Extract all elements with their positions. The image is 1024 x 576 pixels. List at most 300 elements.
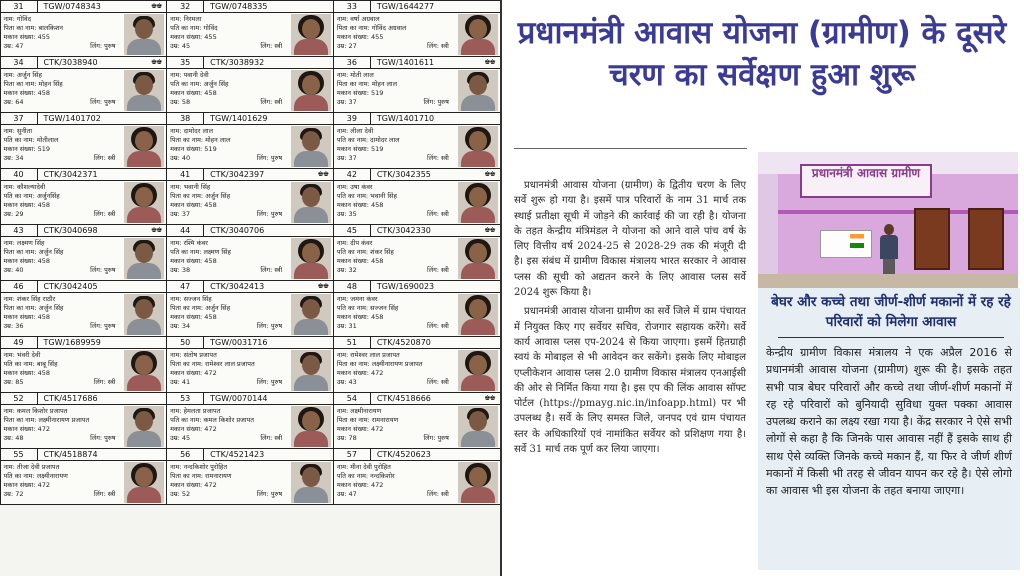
voter-card-header <box>1 57 167 69</box>
gender: लिंग: पुरुष <box>423 97 449 106</box>
house-number: मकान संख्या: 458 <box>170 312 217 321</box>
voter-photo <box>458 182 498 223</box>
voter-name: नाम: नन्दकिशोर पुरोहित <box>170 462 228 471</box>
voter-card <box>0 224 167 281</box>
serial-number: 39 <box>334 113 371 124</box>
voter-card-header <box>334 113 500 125</box>
mark-icon <box>313 225 333 236</box>
epic-id: TGW/1644277 <box>376 1 435 11</box>
voter-card <box>333 392 501 449</box>
voter-card <box>333 336 501 393</box>
house-number: मकान संख्या: 472 <box>170 368 217 377</box>
voter-card-header <box>1 169 167 181</box>
gender: लिंग: स्त्री <box>260 265 283 274</box>
serial-number: 43 <box>1 225 38 236</box>
gender: लिंग: पुरुष <box>256 321 283 330</box>
voter-card-header <box>334 281 500 293</box>
voter-card-header <box>1 281 167 293</box>
voter-card <box>166 168 334 225</box>
article-paragraph: प्रधानमंत्री आवास योजना (ग्रामीण) के द्वितीय चरण के लिए सर्वे शुरू हो गया है। इसमें पात्र परिवारों के नाम 31 मार्च तक स्थाई प्रतीक्षा सूची में जोड़ने की कार्रवाई की जा रही है। योजना के तहत केन्द्रीय मंत्रिमंडल ने योजना को आने वाले पांच वर्ष के लिए वित्तीय वर्ष 2024-25 से 2028-29 तक की मंजूरी दी है। इस संबंध में ग्रामीण विकास मंत्रालय भारत सरकार ने आवास प्लस की सूची को अद्यतन करने के लिए आवास प्लस सर्वे 2024 शुरू किया है। <box>514 180 746 299</box>
voter-card-header <box>167 169 333 181</box>
epic-id: TGW/1690023 <box>376 281 435 291</box>
house-number: मकान संख्या: 472 <box>3 480 51 489</box>
age-gender <box>334 210 449 219</box>
mark-icon <box>146 281 166 292</box>
house-number: मकान संख्या: 472 <box>336 424 384 433</box>
voter-photo <box>458 406 498 447</box>
house-number: मकान संख्या: 458 <box>170 200 217 209</box>
gender: लिंग: स्त्री <box>93 377 116 386</box>
relation-name: पिता का नाम: गोविंद अग्रवाल <box>336 23 407 32</box>
house-number: मकान संख्या: 458 <box>3 200 51 209</box>
mark-icon <box>313 337 333 348</box>
epic-id: CTK/4521423 <box>210 449 265 459</box>
serial-number: 40 <box>1 169 38 180</box>
voter-card-header <box>334 337 500 349</box>
epic-id: TGW/1401710 <box>376 113 435 123</box>
house-number: मकान संख्या: 458 <box>170 88 217 97</box>
voter-name: नाम: हेमलता प्रजापत <box>170 406 221 415</box>
voter-name: नाम: तीजा देवी प्रजापत <box>3 462 60 471</box>
voter-card-header <box>1 393 167 405</box>
voter-photo <box>291 238 331 279</box>
relation-name: पति का नाम: सज्जन सिंह <box>336 303 399 312</box>
serial-number: 35 <box>167 57 204 68</box>
age: उम्र: 64 <box>3 97 24 106</box>
mark-icon: ♚♚ <box>484 225 495 234</box>
age-gender <box>334 42 449 51</box>
age-gender <box>1 210 116 219</box>
serial-number: 48 <box>334 281 371 292</box>
voter-card <box>166 112 334 169</box>
relation-name: पिता का नाम: रामनारायण <box>170 471 232 480</box>
age-gender <box>334 322 449 331</box>
age: उम्र: 47 <box>336 489 357 498</box>
divider <box>514 148 747 149</box>
gender: लिंग: पुरुष <box>256 489 283 498</box>
mark-icon: ♚♚ <box>484 57 495 66</box>
voter-photo <box>124 126 164 167</box>
gender: लिंग: पुरुष <box>423 433 449 442</box>
voter-card <box>333 0 501 57</box>
gender: लिंग: स्त्री <box>93 153 116 162</box>
relation-name: पति का नाम: भवानी सिंह <box>336 191 397 200</box>
age: उम्र: 29 <box>3 209 24 218</box>
voter-card-header <box>167 449 333 461</box>
house-number: मकान संख्या: 519 <box>336 144 384 153</box>
age-gender <box>167 266 282 275</box>
gender: लिंग: पुरुष <box>256 209 283 218</box>
voter-card-header <box>1 225 167 237</box>
door <box>968 208 1004 270</box>
age-gender <box>334 98 449 107</box>
voter-name: नाम: मोती लाल <box>336 70 374 79</box>
relation-name: पति का नाम: कमल किशोर प्रजापत <box>170 415 254 424</box>
voter-card-header <box>334 225 500 237</box>
person-figure <box>880 224 898 280</box>
voter-name: नाम: लक्ष्मण सिंह <box>3 238 45 247</box>
gender: लिंग: पुरुष <box>90 97 116 106</box>
mark-icon <box>480 337 500 348</box>
age-gender <box>334 378 449 387</box>
voter-name: नाम: जमना कंवर <box>336 294 378 303</box>
age-gender <box>1 434 116 443</box>
age-gender <box>334 490 449 499</box>
voter-name: नाम: वर्षा अग्रवाल <box>336 14 380 23</box>
epic-id: CTK/3042371 <box>43 169 98 179</box>
mark-icon <box>313 1 333 12</box>
age-gender <box>167 210 282 219</box>
gender: लिंग: स्त्री <box>93 489 116 498</box>
voter-card <box>0 56 167 113</box>
serial-number: 49 <box>1 337 38 348</box>
voter-photo <box>124 238 164 279</box>
gender: लिंग: स्त्री <box>427 489 449 498</box>
voter-name: नाम: कौशल्यादेवी <box>3 182 46 191</box>
age-gender <box>334 154 449 163</box>
serial-number: 42 <box>334 169 371 180</box>
epic-id: CTK/3042413 <box>210 281 265 291</box>
voter-name: नाम: रामेश्वर लाल प्रजापत <box>336 350 400 359</box>
epic-id: CTK/3042355 <box>376 169 431 179</box>
age: उम्र: 31 <box>336 321 357 330</box>
age: उम्र: 37 <box>336 153 357 162</box>
relation-name: पति का नाम: अर्जुन सिंह <box>170 79 229 88</box>
voter-name: नाम: पवानी देवी <box>170 70 209 79</box>
age: उम्र: 32 <box>336 265 357 274</box>
voter-name: नाम: शंकर सिंह राठौर <box>3 294 56 303</box>
mark-icon: ♚♚ <box>484 169 495 178</box>
gender: लिंग: स्त्री <box>427 209 449 218</box>
relation-name: पिता का नाम: अर्जुन सिंह <box>170 303 231 312</box>
epic-id: TGW/1401702 <box>43 113 101 123</box>
voter-name: नाम: संतोष प्रजापत <box>170 350 217 359</box>
house-number: मकान संख्या: 458 <box>336 256 384 265</box>
age-gender <box>1 42 116 51</box>
voter-card <box>0 0 167 57</box>
voter-card <box>0 336 167 393</box>
gender: लिंग: पुरुष <box>90 433 116 442</box>
voter-photo <box>124 406 164 447</box>
voter-photo <box>291 406 331 447</box>
relation-name: पिता का नाम: अर्जुन सिंह <box>3 303 64 312</box>
relation-name: पिता का नाम: रामनारायण <box>336 415 399 424</box>
serial-number: 44 <box>167 225 204 236</box>
voter-card <box>0 392 167 449</box>
age-gender <box>1 154 116 163</box>
age-gender <box>167 154 282 163</box>
voter-card <box>0 448 167 505</box>
mark-icon: ♚♚ <box>150 57 162 66</box>
house-number: मकान संख्या: 458 <box>336 200 384 209</box>
house-number: मकान संख्या: 458 <box>3 256 51 265</box>
age-gender <box>334 266 449 275</box>
voter-name: नाम: दामोदर लाल <box>170 126 213 135</box>
relation-name: पति का नाम: अर्जुनसिंह <box>3 191 60 200</box>
serial-number: 33 <box>334 1 371 12</box>
relation-name: पिता का नाम: अर्जुन सिंह <box>3 247 64 256</box>
house-number: मकान संख्या: 519 <box>3 144 51 153</box>
age: उम्र: 48 <box>3 433 24 442</box>
mark-icon: ♚♚ <box>150 225 162 234</box>
epic-id: CTK/4517686 <box>43 393 98 403</box>
voter-photo <box>124 350 164 391</box>
mark-icon <box>313 393 333 404</box>
epic-id: TGW/0748335 <box>210 1 268 11</box>
age: उम्र: 85 <box>3 377 24 386</box>
epic-id: TGW/1401629 <box>210 113 268 123</box>
serial-number: 31 <box>1 1 38 12</box>
mark-icon <box>146 337 166 348</box>
age: उम्र: 34 <box>170 321 191 330</box>
voter-name: नाम: भंवरी देवी <box>3 350 41 359</box>
serial-number: 50 <box>167 337 204 348</box>
voter-card <box>166 0 334 57</box>
epic-id: CTK/4518874 <box>43 449 98 459</box>
age: उम्र: 37 <box>170 209 191 218</box>
age: उम्र: 58 <box>170 97 191 106</box>
voter-name: नाम: निरमला <box>170 14 202 23</box>
age: उम्र: 45 <box>170 433 191 442</box>
voter-card-header <box>1 1 167 13</box>
gender: लिंग: पुरुष <box>90 265 116 274</box>
epic-id: CTK/4518666 <box>376 393 431 403</box>
info-paragraph: केन्द्रीय ग्रामीण विकास मंत्रालय ने एक अप्रैल 2016 से प्रधानमंत्री आवास योजना (ग्रामीण) शुरू की है। इसके तहत सभी पात्र बेघर परिवारों और कच्चे तथा जीर्ण-शीर्ण मकानों में रह रहे परिवारों को बुनियादी सुविधा युक्त पक्का आवास उपलब्ध कराने का लक्ष्य रखा गया है। केंद्र सरकार ने ऐसे सभी लोगों से कहा है कि जिनके पास आवास नहीं हैं इसके साथ ही साथ ऐसे व्यक्ति जिनके कच्चे मकान हैं, या फिर वे जीर्ण शीर्ण मकानों में किसी भी तरह से जीवन यापन कर रहे है। ऐसे लोगो का आवास भी इस योजना के तहत बनाया जाएगा। <box>766 346 1012 498</box>
age-gender <box>1 490 116 499</box>
mark-icon <box>146 393 166 404</box>
epic-id: CTK/3042405 <box>43 281 98 291</box>
age-gender <box>1 378 116 387</box>
person-body <box>880 235 898 259</box>
serial-number: 57 <box>334 449 371 460</box>
voter-card <box>0 280 167 337</box>
age: उम्र: 40 <box>170 153 191 162</box>
voter-name: नाम: मीना देवी पुरोहित <box>336 462 391 471</box>
mark-icon <box>313 57 333 68</box>
article-body <box>514 178 746 461</box>
gender: लिंग: स्त्री <box>260 433 283 442</box>
serial-number: 55 <box>1 449 38 460</box>
serial-number: 53 <box>167 393 204 404</box>
mark-icon <box>313 113 333 124</box>
gender: लिंग: स्त्री <box>93 209 116 218</box>
headline: प्रधानमंत्री आवास योजना (ग्रामीण) के दूसरे चरण का सर्वेक्षण हुआ शुरू <box>517 15 1007 93</box>
plaque <box>820 230 872 258</box>
serial-number: 51 <box>334 337 371 348</box>
serial-number: 41 <box>167 169 204 180</box>
age: उम्र: 40 <box>3 265 24 274</box>
voter-card-header <box>334 57 500 69</box>
article-paragraph: प्रधानमंत्री आवास योजना ग्रामीण का सर्वे जिले में ग्राम पंचायत में नियुक्त किए गए सर्वेयर सचिव, रोजगार सहायक करेंगे। सर्वे कार्य आवास प्लस एप-2024 से किया जाएगा। इसमें हितग्राही स्वयं के मोबाइल से भी आवेदन कर सकेंगे। इसके लिए मोबाइल एप्लीकेशन आवास प्लस 2.0 ग्रामीण विकास मंत्रालय एनआईसी की ओर से निर्मित किया गया है। इस एप की लिंक आवास सॉफ्ट पोर्टल (https://pmayg.nic.in/infoapp.html) पर भी उपलब्ध है। सर्वे के लिए समस्त जिले, जनपद एवं ग्राम पंचायत स्तर के अधिकारियों एवं नामांकित सर्वेयर को प्रशिक्षण गया है। सर्वे 31 मार्च तक पूर्ण कर लिया जाएगा। <box>514 306 746 456</box>
house-number: मकान संख्या: 472 <box>3 424 51 433</box>
mark-icon <box>146 169 166 180</box>
epic-id: TGW/0748343 <box>43 1 101 11</box>
voter-name: नाम: सज्जन सिंह <box>170 294 212 303</box>
voter-card-header <box>167 393 333 405</box>
gender: लिंग: स्त्री <box>427 41 449 50</box>
epic-id: TGW/1689959 <box>43 337 101 347</box>
house-number: मकान संख्या: 458 <box>170 256 217 265</box>
age-gender <box>167 322 282 331</box>
epic-id: CTK/3038940 <box>43 57 98 67</box>
gender: लिंग: स्त्री <box>260 97 283 106</box>
voter-card-header <box>334 393 500 405</box>
voter-card-header <box>167 57 333 69</box>
gender: लिंग: पुरुष <box>256 153 283 162</box>
voter-name: नाम: लीला देवी <box>336 126 374 135</box>
house-number: मकान संख्या: 472 <box>336 480 384 489</box>
house-number: मकान संख्या: 458 <box>336 312 384 321</box>
epic-id: TGW/0031716 <box>210 337 268 347</box>
mark-icon: ♚♚ <box>317 281 329 290</box>
voter-card <box>0 112 167 169</box>
voter-card <box>333 448 501 505</box>
photo-ground <box>758 274 1018 288</box>
voter-photo <box>291 14 331 55</box>
gender: लिंग: पुरुष <box>256 377 283 386</box>
gender: लिंग: स्त्री <box>427 377 449 386</box>
epic-id: CTK/3038932 <box>210 57 265 67</box>
voter-photo <box>458 294 498 335</box>
person-head <box>884 224 894 235</box>
voter-photo <box>124 70 164 111</box>
relation-name: पति का नाम: दामोदर लाल <box>336 135 400 144</box>
relation-name: पति का नाम: बाबू सिंह <box>3 359 58 368</box>
age: उम्र: 35 <box>336 209 357 218</box>
gender: लिंग: पुरुष <box>90 321 116 330</box>
relation-name: पिता का नाम: मोहन लाल <box>336 79 398 88</box>
mark-icon <box>480 1 500 12</box>
relation-name: पिता का नाम: रामेश्वर लाल प्रजापत <box>170 359 255 368</box>
age-gender <box>1 98 116 107</box>
epic-id: CTK/3042397 <box>210 169 265 179</box>
age: उम्र: 52 <box>170 489 191 498</box>
age: उम्र: 37 <box>336 97 357 106</box>
epic-id: CTK/4520870 <box>376 337 431 347</box>
voter-name: नाम: सुनीता <box>3 126 33 135</box>
relation-name: पिता का नाम: अर्जुन सिंह <box>170 191 231 200</box>
house-number: मकान संख्या: 472 <box>336 368 384 377</box>
mark-icon <box>480 281 500 292</box>
house-number: मकान संख्या: 455 <box>336 32 384 41</box>
epic-id: TGW/0070144 <box>210 393 268 403</box>
voter-card-header <box>1 449 167 461</box>
flag-icon <box>850 234 864 248</box>
age: उम्र: 36 <box>3 321 24 330</box>
age: उम्र: 34 <box>3 153 24 162</box>
age: उम्र: 41 <box>170 377 191 386</box>
age-gender <box>167 98 282 107</box>
voter-photo <box>291 182 331 223</box>
photo-sign: प्रधानमंत्री आवास ग्रामीण <box>800 164 932 198</box>
mark-icon: ♚♚ <box>150 1 162 10</box>
relation-name: पिता का नाम: बालकिशन <box>3 23 64 32</box>
voter-grid <box>0 0 500 504</box>
voter-photo <box>458 350 498 391</box>
house-number: मकान संख्या: 455 <box>170 32 217 41</box>
voter-photo <box>124 294 164 335</box>
voter-card <box>166 392 334 449</box>
serial-number: 34 <box>1 57 38 68</box>
relation-name: पति का नाम: गोविंद <box>170 23 218 32</box>
house-number: मकान संख्या: 455 <box>3 32 51 41</box>
serial-number: 54 <box>334 393 371 404</box>
house-number: मकान संख्या: 458 <box>3 88 51 97</box>
age-gender <box>167 42 282 51</box>
relation-name: पिता का नाम: लक्ष्मीनारायण प्रजापत <box>336 359 423 368</box>
age: उम्र: 27 <box>336 41 357 50</box>
voter-name: नाम: गोविंद <box>3 14 32 23</box>
voter-name: नाम: लक्ष्मीनारायण <box>336 406 382 415</box>
voter-card-header <box>167 113 333 125</box>
serial-number: 56 <box>167 449 204 460</box>
voter-photo <box>458 462 498 503</box>
house-number: मकान संख्या: 458 <box>3 312 51 321</box>
epic-id: CTK/3040698 <box>43 225 98 235</box>
voter-photo <box>291 294 331 335</box>
voter-photo <box>291 462 331 503</box>
voter-card <box>333 280 501 337</box>
voter-name: नाम: दीप कंवर <box>336 238 373 247</box>
voter-photo <box>291 126 331 167</box>
voter-photo <box>124 182 164 223</box>
voter-card <box>333 112 501 169</box>
relation-name: पति का नाम: नन्दकिशोर <box>336 471 395 480</box>
voter-card-header <box>1 337 167 349</box>
voter-card <box>166 56 334 113</box>
relation-name: पिता का नाम: मोहन सिंह <box>3 79 63 88</box>
gender: लिंग: स्त्री <box>427 265 449 274</box>
voter-list-panel <box>0 0 502 576</box>
voter-photo <box>291 70 331 111</box>
serial-number: 32 <box>167 1 204 12</box>
voter-card-header <box>167 1 333 13</box>
serial-number: 46 <box>1 281 38 292</box>
serial-number: 52 <box>1 393 38 404</box>
age-gender <box>167 378 282 387</box>
voter-photo <box>291 350 331 391</box>
mark-icon <box>480 449 500 460</box>
age-gender <box>167 434 282 443</box>
mark-icon <box>313 449 333 460</box>
voter-photo <box>124 462 164 503</box>
voter-card <box>166 336 334 393</box>
age: उम्र: 38 <box>170 265 191 274</box>
voter-card-header <box>334 449 500 461</box>
serial-number: 45 <box>334 225 371 236</box>
voter-card-header <box>1 113 167 125</box>
mark-icon: ♚♚ <box>484 393 495 402</box>
voter-card <box>166 280 334 337</box>
voter-photo <box>458 238 498 279</box>
voter-name: नाम: भवानी सिंह <box>170 182 211 191</box>
mark-icon <box>480 113 500 124</box>
voter-card <box>333 56 501 113</box>
voter-card-header <box>167 281 333 293</box>
door <box>914 208 950 270</box>
voter-name: नाम: उषा कंवर <box>336 182 373 191</box>
house-number: मकान संख्या: 458 <box>3 368 51 377</box>
gender: लिंग: स्त्री <box>427 153 449 162</box>
age-gender <box>1 266 116 275</box>
house-number: मकान संख्या: 472 <box>170 480 217 489</box>
relation-name: पति का नाम: शंकर सिंह <box>336 247 394 256</box>
voter-card <box>166 448 334 505</box>
house-number: मकान संख्या: 519 <box>336 88 384 97</box>
house-number: मकान संख्या: 472 <box>170 424 217 433</box>
voter-name: नाम: कमल किशोर प्रजापत <box>3 406 68 415</box>
voter-photo <box>458 14 498 55</box>
